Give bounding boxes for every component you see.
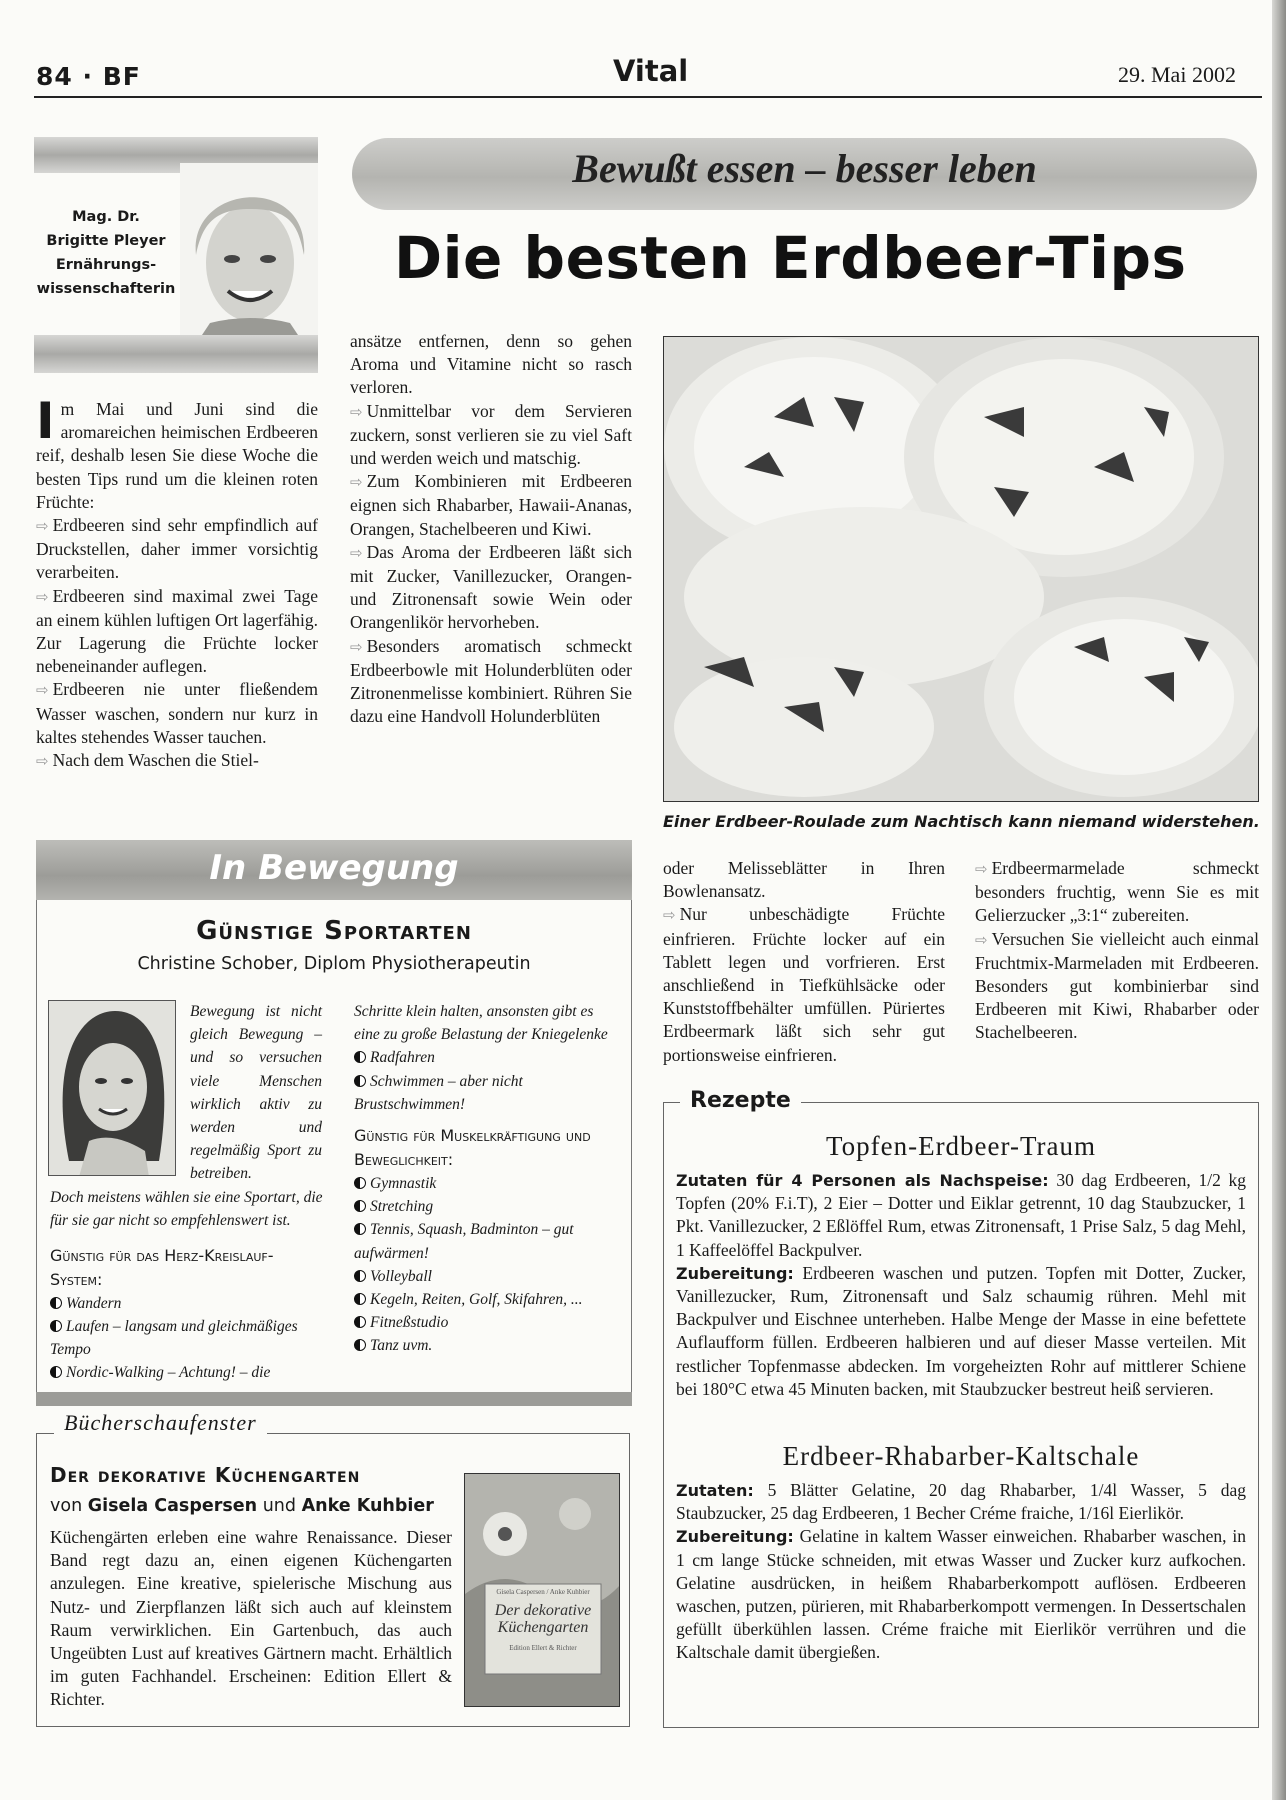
arrow-icon: ⇨ bbox=[350, 402, 363, 421]
list-item: Wandern bbox=[50, 1292, 328, 1315]
author-role-1: Ernährungs- bbox=[55, 257, 157, 273]
tip-item: ⇨ Erdbeeren sind sehr empfindlich auf Druckstellen, daher immer vorsichtig verarbeiten. bbox=[36, 515, 318, 583]
recipe-2-title: Erdbeer-Rhabarber-Kaltschale bbox=[782, 1441, 1140, 1471]
page-label: 84 · BF bbox=[36, 62, 141, 91]
half-circle-icon bbox=[354, 1293, 366, 1305]
physio-photo bbox=[48, 1000, 176, 1176]
herz-heading: Günstig für das Herz-Kreislauf-System: bbox=[50, 1246, 274, 1289]
list-item: Gymnastik bbox=[354, 1172, 620, 1195]
half-circle-icon bbox=[354, 1316, 366, 1328]
bewegung-banner-text: In Bewegung bbox=[209, 848, 459, 888]
book-authors: von Gisela Caspersen und Anke Kuhbier bbox=[50, 1496, 434, 1516]
list-item: Nordic-Walking – Achtung! – die bbox=[50, 1361, 328, 1384]
arrow-icon: ⇨ bbox=[36, 752, 49, 771]
arrow-icon: ⇨ bbox=[350, 473, 363, 492]
tip-continued: oder Melisseblätter in Ihren Bowlenansatz. bbox=[663, 858, 945, 902]
arrow-icon: ⇨ bbox=[36, 517, 49, 536]
arrow-icon: ⇨ bbox=[663, 906, 676, 925]
arrow-icon: ⇨ bbox=[350, 543, 363, 562]
article-col-1 bbox=[36, 392, 318, 773]
dropcap: I bbox=[36, 392, 55, 450]
headline: Die besten Erdbeer-Tips bbox=[394, 224, 1187, 292]
author-photo bbox=[180, 163, 318, 335]
book-title: Der dekorative Küchengarten bbox=[50, 1463, 361, 1487]
half-circle-icon bbox=[354, 1177, 366, 1189]
kicker-text: Bewußt essen – besser leben bbox=[572, 146, 1037, 191]
page-edge-shadow bbox=[1272, 0, 1286, 1800]
bewegung-bottom-bar bbox=[36, 1392, 632, 1406]
recipe-1-body bbox=[676, 1169, 1246, 1401]
tip-item: ⇨ Erdbeermarmelade schmeckt besonders fruchtig, wenn Sie es mit Gelierzucker „3:1“ zubereiten. bbox=[975, 858, 1259, 926]
buecher-label: Bücherschaufenster bbox=[54, 1410, 267, 1436]
half-circle-icon bbox=[354, 1051, 366, 1063]
tip-item: ⇨ Nur unbeschädigte Früchte einfrieren. Früchte locker auf ein Tablett legen und vorfrieren. Erst anschließend in Tiefkühlsäcke oder Kunststoffbehälter umfüllen. Püriertes Erdbeermark läßt sich sehr gut portionsweise einfrieren. bbox=[663, 904, 945, 1065]
photo-caption: Einer Erdbeer-Roulade zum Nachtisch kann niemand widerstehen. bbox=[663, 812, 1260, 831]
author-title: Mag. Dr. bbox=[72, 209, 140, 225]
article-col-3 bbox=[663, 857, 945, 1067]
list-item: Schwimmen – aber nicht Brustschwimmen! bbox=[354, 1072, 523, 1113]
author-name: Brigitte Pleyer bbox=[46, 233, 166, 249]
list-item: Tanz uvm. bbox=[354, 1334, 620, 1357]
herz-list bbox=[50, 1292, 328, 1384]
tip-item: ⇨ Das Aroma der Erdbeeren läßt sich mit Zucker, Vanillezucker, Orangen- und Zitronensaft sowie Wein oder Orangenlikör hervorheben. bbox=[350, 541, 632, 633]
arrow-icon: ⇨ bbox=[36, 681, 49, 700]
half-circle-icon bbox=[50, 1297, 62, 1309]
recipe-1-ingredients: Zutaten für 4 Personen als Nachspeise: 30 dag Erdbeeren, 1/2 kg Topfen (20% F.i.T), 2 Eier – Dotter und Eiklar getrennt, 10 dag Staubzucker, 1 Pkt. Vanillezucker, 2 Eßlöffel Rum, etwas Zitronensaft, 1 Prise Salz, 5 dag Mehl, 1 Kaffeelöffel Backpulver. bbox=[676, 1170, 1246, 1260]
book-cover bbox=[464, 1473, 620, 1707]
cover-publisher: Edition Ellert & Richter bbox=[509, 1644, 577, 1652]
section-title: Vital bbox=[613, 54, 689, 88]
list-item: Kegeln, Reiten, Golf, Skifahren, ... bbox=[354, 1288, 620, 1311]
tip-item: ⇨ Nach dem Waschen die Stiel- bbox=[36, 750, 259, 771]
recipe-1-title: Topfen-Erdbeer-Traum bbox=[826, 1131, 1096, 1161]
list-item: Volleyball bbox=[354, 1265, 620, 1288]
recipe-2-ingredients: Zutaten: 5 Blätter Gelatine, 20 dag Rhabarber, 1/4l Wasser, 5 dag Staubzucker, 25 dag Erdbeeren, 1 Becher Créme fraiche, 1/16l Eierlikör. bbox=[676, 1480, 1247, 1524]
arrow-icon: ⇨ bbox=[350, 637, 363, 656]
half-circle-icon bbox=[354, 1200, 366, 1212]
tip-item: ⇨ Zum Kombinieren mit Erdbeeren eignen sich Rhabarber, Hawaii-Ananas, Orangen, Stachelbeeren und Kiwi. bbox=[350, 471, 632, 539]
bewegung-author: Christine Schober, Diplom Physiotherapeutin bbox=[137, 954, 531, 974]
tip-item: ⇨ Versuchen Sie vielleicht auch einmal Fruchtmix-Marmeladen mit Erdbeeren. Besonders gut kombinierbar sind Erdbeeren mit Kiwi, Rhabarber oder Stachelbeeren. bbox=[975, 928, 1259, 1043]
intro-paragraph: Im Mai und Juni sind die aromareichen heimischen Erdbeeren reif, deshalb lesen Sie diese Woche die besten Tips rund um die kleinen roten Früchte: bbox=[36, 392, 318, 512]
list-item: Tennis, Squash, Badminton – gut aufwärmen! bbox=[354, 1221, 574, 1262]
roulade-photo bbox=[663, 336, 1259, 802]
half-circle-icon bbox=[50, 1366, 62, 1378]
article-col-2 bbox=[350, 330, 632, 728]
bewegung-title: Günstige Sportarten bbox=[196, 916, 472, 946]
arrow-icon: ⇨ bbox=[975, 930, 988, 949]
header-rule bbox=[34, 96, 1262, 98]
bewegung-intro-2: Doch meistens wählen sie eine Sportart, die für sie gar nicht so empfehlenswert ist. bbox=[50, 1189, 323, 1229]
tip-item: ⇨ Erdbeeren nie unter fließendem Wasser waschen, sondern nur kurz in kaltes stehendes Wasser tauchen. bbox=[36, 679, 318, 747]
arrow-icon: ⇨ bbox=[36, 587, 49, 606]
bewegung-intro: Bewegung ist nicht gleich Bewegung – und so versuchen viele Menschen wirklich aktiv zu werden und regelmäßig Sport zu betreiben. bbox=[190, 1003, 322, 1183]
arrow-icon: ⇨ bbox=[975, 860, 988, 878]
list-item: Laufen – langsam und gleichmäßiges Tempo bbox=[50, 1318, 298, 1358]
author-credit bbox=[36, 205, 176, 301]
book-description: Küchengärten erleben eine wahre Renaissance. Dieser Band regt dazu an, einen eigenen Küchengarten anzulegen. Eine kreative, spielerische Mischung aus Nutz- und Zierpflanzen läßt sich auch auf kleinstem Raum verwirklichen. Ein Gartenbuch, das auch Ungeübten Lust auf kreatives Gärtnern macht. Erhältlich im guten Fachhandel. Erscheinen: Edition Ellert & Richter. bbox=[50, 1527, 452, 1710]
author-bottom-bar bbox=[34, 335, 318, 373]
cover-authors: Gisela Caspersen / Anke Kuhbier bbox=[496, 1588, 590, 1596]
half-circle-icon bbox=[354, 1270, 366, 1282]
tip-continued: ansätze entfernen, denn so gehen Aroma und Vitamine nicht so rasch verloren. bbox=[350, 331, 632, 398]
tip-item: ⇨ Unmittelbar vor dem Servieren zuckern, sonst verlieren sie zu viel Saft und werden weich und matschig. bbox=[350, 400, 632, 469]
author-role-2: wissenschafterin bbox=[36, 281, 176, 297]
recipe-1-steps: Zubereitung: Erdbeeren waschen und putzen. Topfen mit Dotter, Zucker, Vanillezucker, Rum, Zitronensaft und Salz schaumig rühren. Mehl mit Backpulver und Eischnee unterheben. Halbe Menge der Masse in eine befettete Auflaufform füllen. Erdbeeren halbieren und auf dieser Masse verteilen. Mit restlicher Topfenmasse abdecken. Im vorgeheizten Rohr auf mittlerer Schiene bei 180°C etwa 45 Minuten backen, mit Staubzucker bestreut heiß servieren. bbox=[676, 1262, 1247, 1399]
recipe-2-body bbox=[676, 1479, 1246, 1665]
cover-title: Der dekorative Küchengarten bbox=[494, 1602, 592, 1636]
list-item: Stretching bbox=[354, 1195, 620, 1218]
recipe-2-steps: Zubereitung: Gelatine in kaltem Wasser einweichen. Rhabarber waschen, in 1 cm lange Stücke schneiden, mit etwas Wasser und Zucker kurz aufkochen. Gelatine ausdrücken, in heißem Rhabarberkompott auflösen. Erdbeeren waschen, putzen, pürieren, mit Rhabarberkompott vermengen. In Dessertschalen gefüllt überkühlen lassen. Créme fraiche mit Eierlikör verrühren und die Kaltschale damit übergießen. bbox=[676, 1526, 1247, 1663]
tip-item: ⇨ Erdbeeren sind maximal zwei Tage an einem kühlen luftigen Ort lagerfähig. Zur Lagerung die Früchte locker nebeneinander auflegen. bbox=[36, 585, 318, 677]
half-circle-icon bbox=[354, 1075, 366, 1087]
issue-date: 29. Mai 2002 bbox=[1118, 62, 1236, 87]
rezepte-label: Rezepte bbox=[680, 1088, 801, 1113]
list-item: Fitneßstudio bbox=[354, 1311, 620, 1334]
half-circle-icon bbox=[354, 1223, 366, 1235]
half-circle-icon bbox=[50, 1320, 62, 1332]
bewegung-col-2 bbox=[354, 1000, 620, 1358]
article-col-4 bbox=[975, 857, 1259, 1045]
half-circle-icon bbox=[354, 1339, 366, 1351]
tip-item: ⇨ Besonders aromatisch schmeckt Erdbeerbowle mit Holunderblüten oder Zitronenmelisse kombiniert. Rühren Sie dazu eine Handvoll Holunderblüten bbox=[350, 635, 632, 727]
muskel-heading: Günstig für Muskelkräftigung und Beweglichkeit: bbox=[354, 1126, 591, 1170]
list-item: Radfahren bbox=[354, 1046, 620, 1069]
list-item: Schritte klein halten, ansonsten gibt es eine zu große Belastung der Kniegelenke bbox=[354, 1003, 608, 1044]
